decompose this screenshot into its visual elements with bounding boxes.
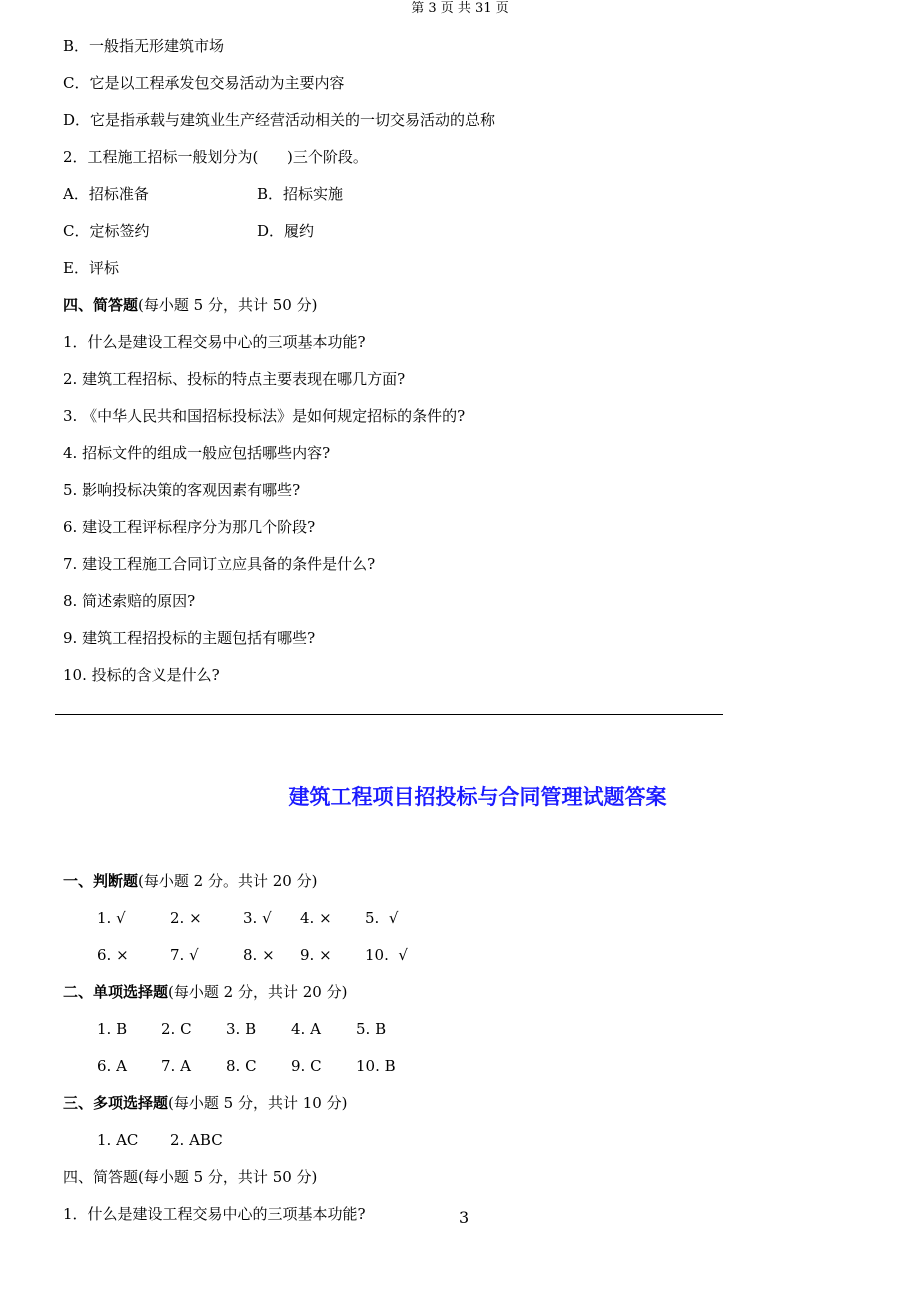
short-question-2: 2. 建筑工程招标、投标的特点主要表现在哪几方面? (63, 370, 406, 388)
answer-section-1-heading-rest: (每小题 2 分。共计 20 分) (138, 872, 318, 890)
answer-2-6: 6. A (97, 1057, 127, 1075)
short-question-9: 9. 建筑工程招投标的主题包括有哪些? (63, 629, 316, 647)
answer-1-8: 8. × (243, 946, 275, 964)
section-4-heading-rest: (每小题 5 分，共计 50 分) (138, 296, 318, 314)
answer-section-2-heading-rest: (每小题 2 分，共计 20 分) (168, 983, 348, 1001)
answer-section-2-heading-bold: 二、单项选择题 (63, 983, 169, 1001)
option-d-line: D．它是指承载与建筑业生产经营活动相关的一切交易活动的总称 (63, 111, 496, 129)
option-c-line: C．它是以工程承发包交易活动为主要内容 (63, 74, 345, 92)
answer-1-4: 4. × (300, 909, 332, 927)
answer-1-2: 2. × (170, 909, 202, 927)
answer-section-4-heading: 四、简答题(每小题 5 分，共计 50 分) (63, 1168, 318, 1186)
question-2-option-a: A．招标准备 (63, 185, 149, 203)
answer-2-1: 1. B (97, 1020, 128, 1038)
answer-3-2: 2. ABC (170, 1131, 223, 1149)
answer-1-7: 7. √ (170, 946, 199, 964)
answer-section-1-heading (63, 871, 317, 891)
question-2-option-c: C．定标签约 (63, 222, 150, 240)
section-4-heading-bold: 四、简答题 (63, 296, 139, 314)
short-question-4: 4. 招标文件的组成一般应包括哪些内容? (63, 444, 331, 462)
short-question-1: 1．什么是建设工程交易中心的三项基本功能? (63, 333, 366, 351)
answer-1-9: 9. × (300, 946, 332, 964)
question-2-option-e: E．评标 (63, 259, 119, 277)
answer-1-5: 5. √ (365, 909, 399, 927)
answer-1-3: 3. √ (243, 909, 272, 927)
answer-2-3: 3. B (226, 1020, 257, 1038)
answer-2-9: 9. C (291, 1057, 322, 1075)
answer-2-4: 4. A (291, 1020, 321, 1038)
answer-section-3-heading-rest: (每小题 5 分，共计 10 分) (168, 1094, 348, 1112)
answer-2-7: 7. A (161, 1057, 191, 1075)
answer-section-1-heading-bold: 一、判断题 (63, 872, 139, 890)
answer-section-4-question-1: 1．什么是建设工程交易中心的三项基本功能? (63, 1205, 366, 1223)
page-number: 3 (459, 1208, 470, 1227)
answer-title: 建筑工程项目招投标与合同管理试题答案 (288, 785, 667, 809)
answer-2-8: 8. C (226, 1057, 257, 1075)
short-question-8: 8. 简述索赔的原因? (63, 592, 196, 610)
short-question-5: 5. 影响投标决策的客观因素有哪些? (63, 481, 301, 499)
short-question-3: 3. 《中华人民共和国招标投标法》是如何规定招标的条件的? (63, 407, 466, 425)
short-question-10: 10. 投标的含义是什么? (63, 666, 220, 684)
short-question-6: 6. 建设工程评标程序分为那几个阶段? (63, 518, 316, 536)
section-4-heading (63, 295, 317, 315)
answer-section-2-heading (63, 982, 347, 1002)
short-question-7: 7. 建设工程施工合同订立应具备的条件是什么? (63, 555, 376, 573)
question-2-stem: 2．工程施工招标一般划分为( )三个阶段。 (63, 148, 368, 166)
answer-1-10: 10. √ (365, 946, 408, 964)
answer-section-3-heading (63, 1093, 347, 1113)
answer-2-10: 10. B (356, 1057, 396, 1075)
answer-1-6: 6. × (97, 946, 129, 964)
question-2-option-b: B．招标实施 (257, 185, 344, 203)
answer-2-2: 2. C (161, 1020, 192, 1038)
answer-2-5: 5. B (356, 1020, 387, 1038)
question-2-option-d: D．履约 (257, 222, 315, 240)
divider-line (55, 714, 723, 715)
answer-1-1: 1. √ (97, 909, 126, 927)
answer-section-3-heading-bold: 三、多项选择题 (63, 1094, 169, 1112)
page-header: 第 3 页 共 31 页 (411, 1, 509, 16)
option-b-line: B．一般指无形建筑市场 (63, 37, 225, 55)
answer-3-1: 1. AC (97, 1131, 139, 1149)
